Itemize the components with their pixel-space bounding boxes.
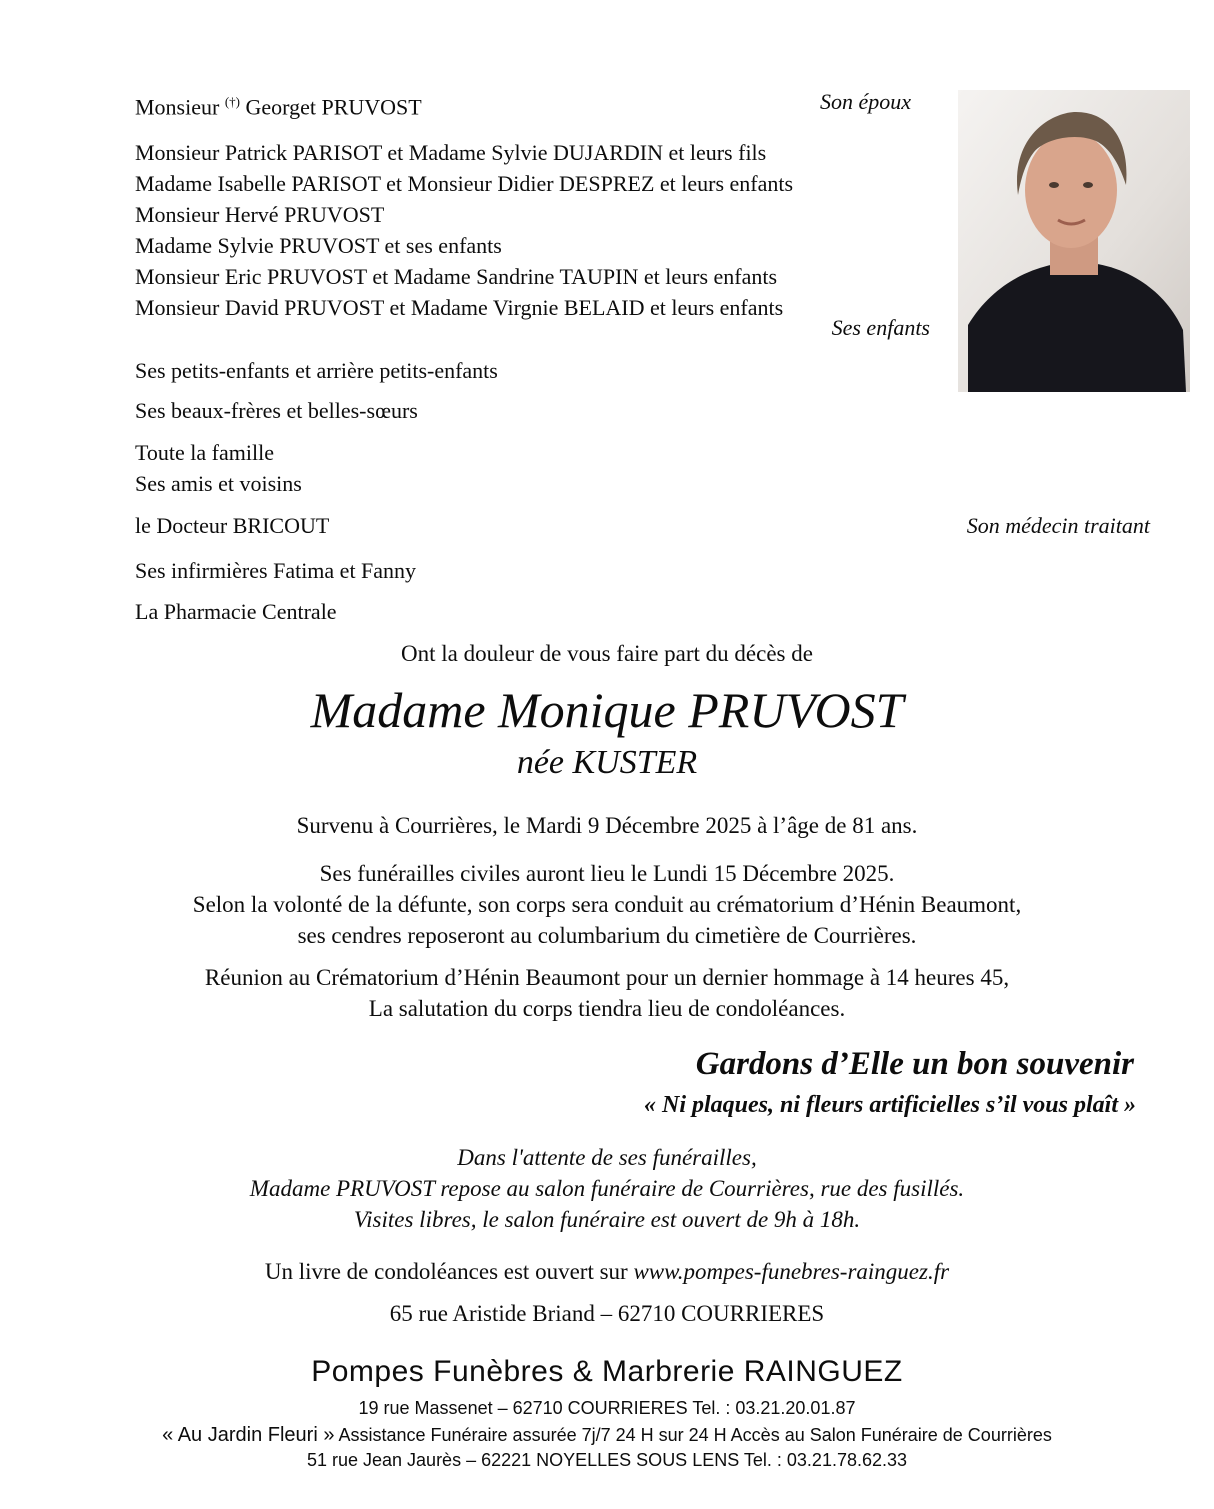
visitation-line-1: Dans l'attente de ses funérailles,	[457, 1145, 757, 1170]
visitation-line-2: Madame PRUVOST repose au salon funéraire de Courrières, rue des fusillés.	[249, 1176, 965, 1201]
inlaws-line: Ses beaux-frères et belles-sœurs	[135, 398, 418, 423]
funeral-home-address-1: 19 rue Massenet – 62710 COURRIERES Tel. : 03.21.20.01.87	[358, 1398, 856, 1418]
condolence-address-line: 65 rue Aristide Briand – 62710 COURRIERES	[389, 1301, 825, 1326]
condolence-book-url: www.pompes-funebres-rainguez.fr	[633, 1259, 950, 1284]
husband-relation-label: Son époux	[820, 89, 912, 114]
condolence-book-text: Un livre de condoléances est ouvert sur	[264, 1259, 634, 1284]
funeral-line-5: La salutation du corps tiendra lieu de condoléances.	[368, 996, 846, 1021]
child-line: Monsieur David PRUVOST et Madame Virgnie BELAID et leurs enfants	[135, 295, 784, 320]
child-line: Monsieur Patrick PARISOT et Madame Sylvie DUJARDIN et leurs fils	[135, 140, 767, 165]
doctor-line: le Docteur BRICOUT	[135, 513, 330, 538]
deceased-dagger-mark: (†)	[224, 94, 240, 109]
children-relation-label: Ses enfants	[831, 315, 930, 340]
child-line: Monsieur Eric PRUVOST et Madame Sandrine TAUPIN et leurs enfants	[135, 264, 778, 289]
deceased-name-title: Madame Monique PRUVOST	[310, 682, 904, 738]
child-line: Madame Isabelle PARISOT et Monsieur Didier DESPREZ et leurs enfants	[135, 171, 794, 196]
nurses-line: Ses infirmières Fatima et Fanny	[135, 558, 417, 583]
funeral-line-3: ses cendres reposeront au columbarium du cimetière de Courrières.	[297, 923, 917, 948]
husband-line	[135, 86, 422, 122]
husband-prefix: Monsieur	[135, 94, 225, 120]
funeral-line-1: Ses funérailles civiles auront lieu le Lundi 15 Décembre 2025.	[319, 861, 895, 886]
funeral-home-address-2: 51 rue Jean Jaurès – 62221 NOYELLES SOUS LENS Tel. : 03.21.78.62.33	[306, 1450, 908, 1470]
husband-name: Georget PRUVOST	[240, 94, 422, 120]
announcement-intro: Ont la douleur de vous faire part du décès de	[401, 641, 813, 666]
child-line: Monsieur Hervé PRUVOST	[135, 202, 385, 227]
condolence-book-line	[0, 1259, 1214, 1285]
death-info-line: Survenu à Courrières, le Mardi 9 Décembre 2025 à l’âge de 81 ans.	[296, 813, 918, 838]
funeral-line-2: Selon la volonté de la défunte, son corps sera conduit au crématorium d’Hénin Beaumont,	[192, 892, 1022, 917]
doctor-relation-label: Son médecin traitant	[966, 513, 1150, 538]
funeral-home-services: Assistance Funéraire assurée 7j/7 24 H sur 24 H Accès au Salon Funéraire de Courrières	[334, 1425, 1052, 1445]
portrait-photo-image	[958, 90, 1190, 392]
funeral-line-4: Réunion au Crématorium d’Hénin Beaumont pour un dernier hommage à 14 heures 45,	[204, 965, 1010, 990]
children-list	[135, 137, 793, 323]
portrait-photo	[958, 90, 1190, 392]
visitation-line-3: Visites libres, le salon funéraire est ouvert de 9h à 18h.	[353, 1207, 861, 1232]
funeral-home-brand: « Au Jardin Fleuri »	[162, 1424, 335, 1446]
friends-line: Ses amis et voisins	[135, 471, 302, 496]
pharmacy-line: La Pharmacie Centrale	[135, 599, 337, 624]
grandchildren-line: Ses petits-enfants et arrière petits-enfants	[135, 358, 498, 383]
tribute-line-2: « Ni plaques, ni fleurs artificielles s’il vous plaît »	[643, 1092, 1136, 1118]
child-line: Madame Sylvie PRUVOST et ses enfants	[135, 233, 502, 258]
tribute-line-1: Gardons d’Elle un bon souvenir	[695, 1046, 1134, 1082]
funeral-home-name: Pompes Funèbres & Marbrerie RAINGUEZ	[311, 1355, 903, 1388]
maiden-name: née KUSTER	[516, 744, 698, 781]
funeral-home-services-line	[0, 1424, 1214, 1447]
whole-family-line: Toute la famille	[135, 440, 274, 465]
